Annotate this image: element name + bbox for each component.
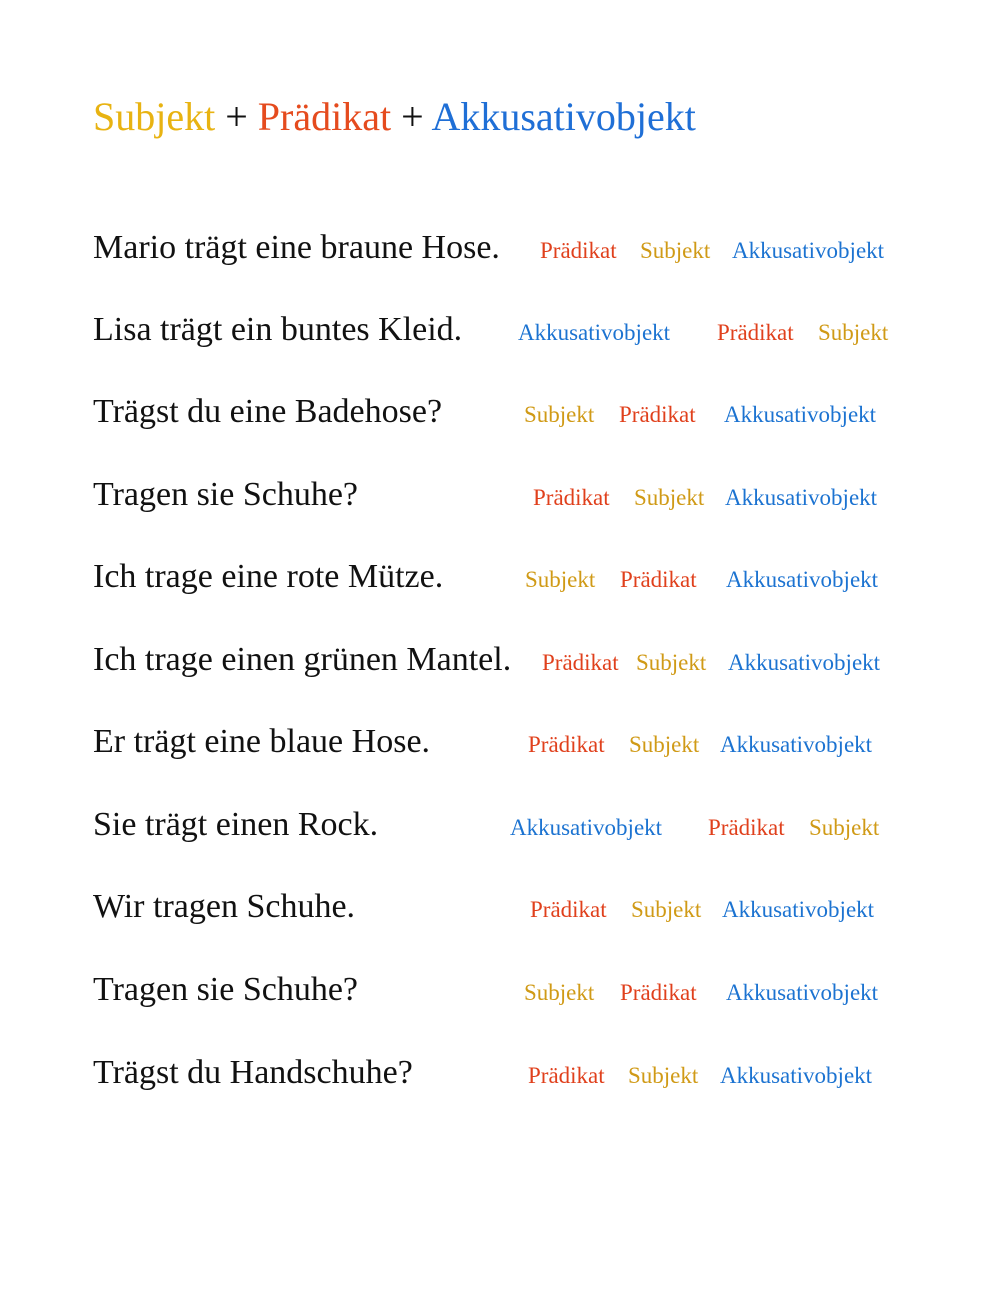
sentence-text: Sie trägt einen Rock.	[93, 806, 379, 843]
drag-tag[interactable]: Akkusativobjekt	[518, 320, 671, 345]
drag-tag[interactable]: Akkusativobjekt	[724, 402, 877, 427]
title-subjekt: Subjekt	[93, 94, 216, 139]
drag-tag[interactable]: Akkusativobjekt	[722, 897, 875, 922]
title-akkusativobjekt: Akkusativobjekt	[431, 94, 696, 139]
drag-tag[interactable]: Prädikat	[717, 320, 794, 345]
sentence-text: Wir tragen Schuhe.	[93, 888, 356, 925]
sentence-row	[0, 720, 1000, 770]
sentence-row	[0, 638, 1000, 688]
sentence-row	[0, 1051, 1000, 1101]
drag-tag[interactable]: Akkusativobjekt	[732, 238, 885, 263]
drag-tag[interactable]: Prädikat	[619, 402, 696, 427]
sentence-row	[0, 226, 1000, 276]
sentence-text: Tragen sie Schuhe?	[93, 971, 359, 1008]
drag-tag[interactable]: Akkusativobjekt	[720, 1063, 873, 1088]
drag-tag[interactable]: Subjekt	[525, 567, 596, 592]
title-praedikat: Prädikat	[257, 94, 392, 139]
drag-tag[interactable]: Subjekt	[809, 815, 880, 840]
sentence-text: Lisa trägt ein buntes Kleid.	[93, 311, 463, 348]
drag-tag[interactable]: Subjekt	[524, 980, 595, 1005]
sentence-text: Mario trägt eine braune Hose.	[93, 229, 500, 266]
drag-tag[interactable]: Prädikat	[620, 980, 697, 1005]
drag-tag[interactable]: Subjekt	[636, 650, 707, 675]
drag-tag[interactable]: Akkusativobjekt	[725, 485, 878, 510]
sentence-text: Trägst du eine Badehose?	[93, 393, 443, 430]
sentence-row	[0, 555, 1000, 605]
drag-tag[interactable]: Prädikat	[528, 1063, 605, 1088]
sentence-text: Tragen sie Schuhe?	[93, 476, 359, 513]
drag-tag[interactable]: Subjekt	[524, 402, 595, 427]
sentence-row	[0, 968, 1000, 1018]
sentence-text: Er trägt eine blaue Hose.	[93, 723, 431, 760]
drag-tag[interactable]: Subjekt	[640, 238, 711, 263]
drag-tag[interactable]: Prädikat	[542, 650, 619, 675]
drag-tag[interactable]: Akkusativobjekt	[726, 980, 879, 1005]
drag-tag[interactable]: Subjekt	[629, 732, 700, 757]
drag-tag[interactable]: Subjekt	[628, 1063, 699, 1088]
sentence-text: Trägst du Handschuhe?	[93, 1054, 413, 1091]
drag-tag[interactable]: Prädikat	[533, 485, 610, 510]
drag-tag[interactable]: Akkusativobjekt	[728, 650, 881, 675]
drag-tag[interactable]: Prädikat	[540, 238, 617, 263]
drag-tag[interactable]: Prädikat	[528, 732, 605, 757]
sentence-row	[0, 308, 1000, 358]
sentence-text: Ich trage einen grünen Mantel.	[93, 641, 512, 678]
drag-tag[interactable]: Subjekt	[634, 485, 705, 510]
drag-tag[interactable]: Prädikat	[620, 567, 697, 592]
sentence-row	[0, 390, 1000, 440]
drag-tag[interactable]: Prädikat	[530, 897, 607, 922]
sentence-row	[0, 885, 1000, 935]
sentence-row	[0, 473, 1000, 523]
drag-tag[interactable]: Akkusativobjekt	[510, 815, 663, 840]
drag-tag[interactable]: Akkusativobjekt	[720, 732, 873, 757]
sentence-text: Ich trage eine rote Mütze.	[93, 558, 444, 595]
sentence-row	[0, 803, 1000, 853]
title-plus-1: +	[215, 94, 258, 139]
drag-tag[interactable]: Akkusativobjekt	[726, 567, 879, 592]
drag-tag[interactable]: Subjekt	[818, 320, 889, 345]
title-plus-2: +	[391, 94, 432, 139]
page-title	[93, 93, 696, 141]
drag-tag[interactable]: Subjekt	[631, 897, 702, 922]
drag-tag[interactable]: Prädikat	[708, 815, 785, 840]
